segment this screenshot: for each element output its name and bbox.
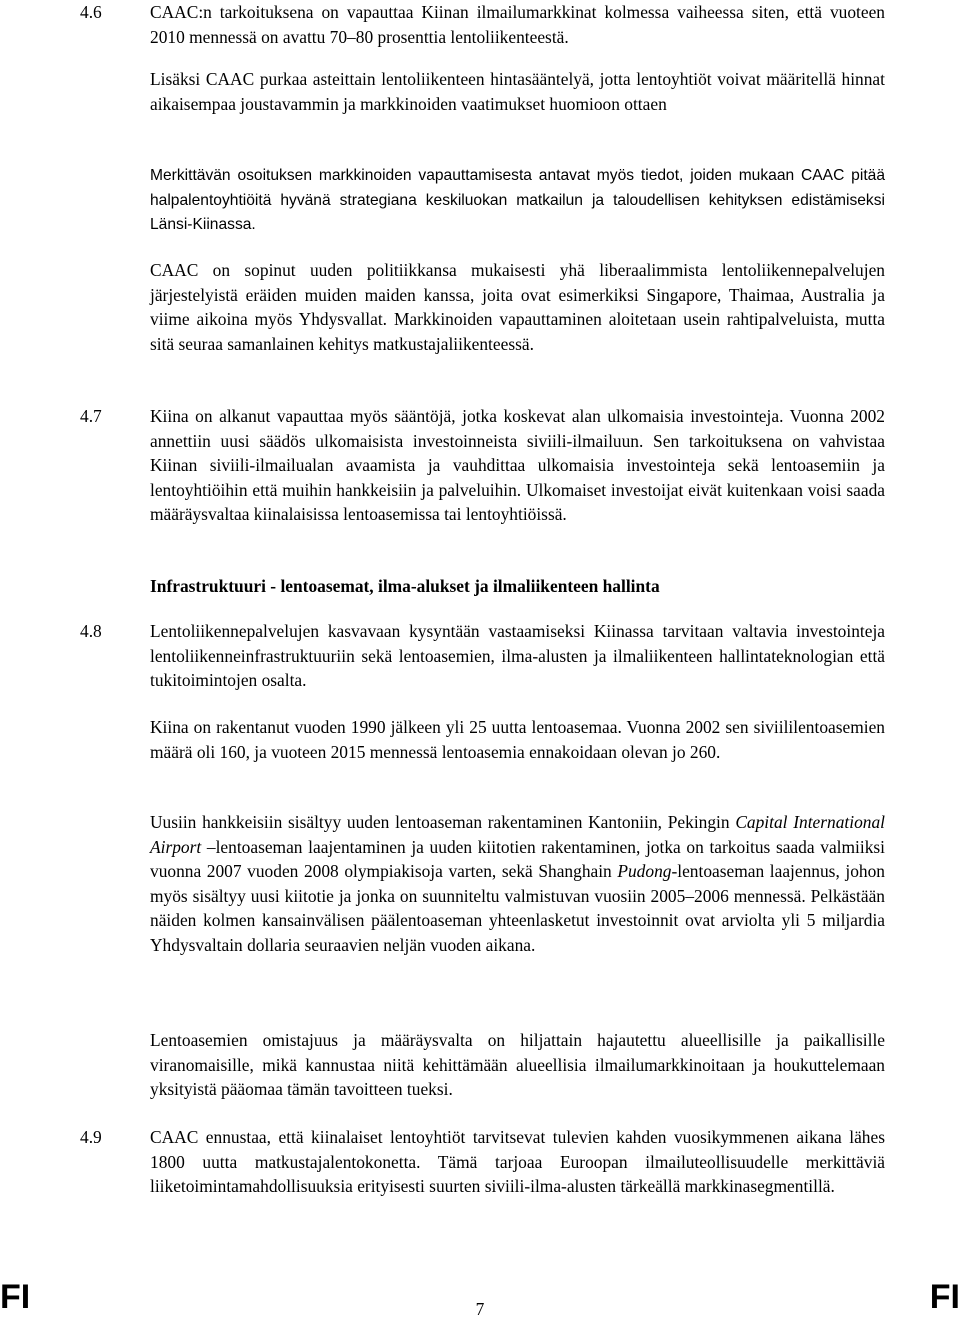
paragraph-4-6-3: Merkittävän osoituksen markkinoiden vapauttamisesta antavat myös tiedot, joiden mukaan CAAC pitää halpalentoyhtiöitä hyvänä strategiana keskiluokan matkailun ja taloudellisen kehityksen edistämiseksi Länsi-Kiinassa. [150, 167, 885, 234]
paragraph-4-8-3-italic-pudong: Pudong [617, 861, 672, 882]
paragraph-4-8-3-text-c: -lentoaseman laajennus, johon myös sisältyy uusi kiitotie ja jonka on suunniteltu valmistuvan vuosiin 2005–2006 mennessä. Pelkästään näiden kolmen kansainvälisen päälentoaseman yhteenlasketut investoinnit ovat arviolta yli 5 miljardia Yhdysvaltain dollaria seuraavien neljän vuoden aikana. [150, 861, 885, 955]
paragraph-4-8-3 [150, 810, 885, 958]
page-number: 7 [475, 1299, 485, 1319]
paragraph-4-8-3-text-a: Uusiin hankkeisiin sisältyy uuden lentoaseman rakentaminen Kantoniin, Pekingin [150, 812, 736, 832]
paragraph-4-6-2: Lisäksi CAAC purkaa asteittain lentoliikenteen hintasääntelyä, jotta lentoyhtiöt voivat määritellä hinnat aikaisempaa joustavammin ja markkinoiden vaatimukset huomioon ottaen [150, 69, 885, 114]
section-number-4-9: 4.9 [80, 1127, 102, 1147]
section-heading: Infrastruktuuri - lentoasemat, ilma-alukset ja ilmaliikenteen hallinta [150, 576, 660, 596]
section-number-4-6: 4.6 [80, 2, 102, 22]
paragraph-4-8-3-italic-airport: Capital International Airport [150, 812, 885, 857]
paragraph-4-8-4: Lentoasemien omistajuus ja määräysvalta on hiljattain hajautettu alueellisille ja paikallisille viranomaisille, mikä kannustaa niitä kehittämään alueellisia ilmailumarkkinoitaan ja houkuttelemaan yksityistä pääomaa tämän tavoitteen tueksi. [150, 1030, 885, 1100]
paragraph-4-9-1: CAAC ennustaa, että kiinalaiset lentoyhtiöt tarvitsevat tulevien kahden vuosikymmenen aikana lähes 1800 uutta matkustajalentokonetta. Tämä tarjoaa Euroopan ilmailuteollisuudelle merkittäviä liiketoimintamahdollisuuksia erityisesti suurten siviili-ilma-alusten tärkeällä markkinasegmentillä. [150, 1127, 885, 1197]
section-number-4-8: 4.8 [80, 621, 102, 641]
paragraph-4-8-1: Lentoliikennepalvelujen kasvavaan kysyntään vastaamiseksi Kiinassa tarvitaan valtavia investointeja lentoliikenneinfrastruktuuriin sekä lentoasemien, ilma-alusten ja ilmaliikenteen hallintateknologian että tukitoimintojen osalta. [150, 621, 885, 691]
section-number-4-7: 4.7 [80, 406, 102, 426]
paragraph-4-6-4: CAAC on sopinut uuden politiikkansa mukaisesti yhä liberaalimmista lentoliikennepalvelujen järjestelyistä eräiden muiden maiden kanssa, joita ovat esimerkiksi Singapore, Thaimaa, Australia ja viime aikoina myös Yhdysvallat. Markkinoiden vapauttaminen aloitetaan usein rahtipalveluista, mutta sitä seuraa samanlainen kehitys matkustajaliikenteessä. [150, 260, 885, 354]
footer-language-code-left: FI [0, 1278, 31, 1316]
footer-language-code-right: FI [929, 1278, 960, 1316]
paragraph-4-8-3-text-b: –lentoaseman laajentaminen ja uuden kiitotien rakentaminen, jotka on tarkoitus saada valmiiksi vuonna 2007 vuoden 2008 olympiakisoja varten, sekä Shanghain [150, 836, 885, 882]
paragraph-4-8-2: Kiina on rakentanut vuoden 1990 jälkeen yli 25 uutta lentoasemaa. Vuonna 2002 sen siviililentoasemien määrä oli 160, ja vuoteen 2015 mennessä lentoasemia ennakoidaan olevan jo 260. [150, 717, 885, 762]
paragraph-4-7-1: Kiina on alkanut vapauttaa myös sääntöjä, jotka koskevat alan ulkomaisia investointeja. Vuonna 2002 annettiin uusi säädös ulkomaisista investoinneista siviili-ilmailuun. Sen tarkoituksena on vahvistaa Kiinan siviili-ilmailualan avaamista ja vauhdittaa ulkomaisia investointeja sekä lentoasemiin ja lentoyhtiöihin että muihin hankkeisiin ja palveluihin. Ulkomaiset investoijat eivät kuitenkaan voisi saada määräysvaltaa kiinalaisissa lentoasemissa tai lentoyhtiöissä. [150, 406, 885, 525]
paragraph-4-6-1: CAAC:n tarkoituksena on vapauttaa Kiinan ilmailumarkkinat kolmessa vaiheessa siten, että vuoteen 2010 mennessä on avattu 70–80 prosenttia lentoliikenteestä. [150, 2, 885, 47]
